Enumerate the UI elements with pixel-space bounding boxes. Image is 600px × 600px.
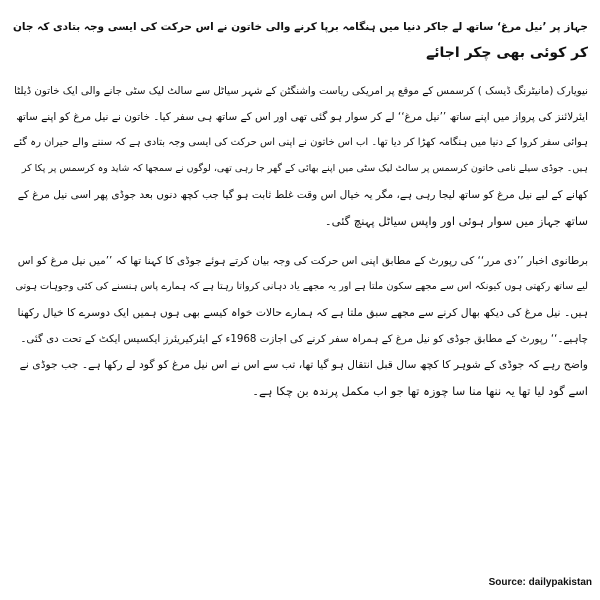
paragraph-line: ہیں۔ نیل مرغ کی دیکھ بھال کرنے سے مجھے سبق ملتا ہے کہ ہمارے حالات خواہ کیسے بھی ہوں ہمیں ایک دوسرے کا خیال رکھنا [17, 306, 588, 319]
paragraph-line: واضح رہے کہ جوڈی کے شوہر کا کچھ سال قبل انتقال ہو گیا تھا، تب سے اس نے اس نیل مرغ کو گود لے رکھا ہے۔ جب جوڈی نے [19, 358, 588, 371]
headline-line: جہاز پر ’نیل مرغ‘ ساتھ لے جاکر دنیا میں ہنگامہ برپا کرنے والی خاتون نے اس حرکت کی ایسی وجہ بتادی کہ جان [12, 21, 588, 33]
paragraph-line: برطانوی اخبار ’’دی مرر‘‘ کی رپورٹ کے مطابق اپنی اس حرکت کی وجہ بیان کرتے ہوئے جوڈی کا کہنا تھا کہ ’’میں نیل مرغ کو اس [17, 255, 588, 267]
article-headline [10, 14, 590, 66]
paragraph-line: اسے گود لیا تھا یہ ننھا منا سا چوزہ تھا جو اب مکمل پرندہ بن چکا ہے۔ [252, 384, 588, 398]
paragraph-line: ایئرلائنز کی پرواز میں اپنے ساتھ ’’نیل مرغ‘‘ لے کر سوار ہو گئی تھی اور اس کے ساتھ ہی سفر کیا۔ خاتون نے نیل مرغ کو اپنے ساتھ [16, 111, 588, 123]
paragraph-line: نیویارک (مانیٹرنگ ڈیسک ) کرسمس کے موقع پر امریکی ریاست واشنگٹن کے شہر سیاٹل سے سالٹ لیک سٹی جانے والی ایک خاتون ڈیلٹا [14, 85, 588, 97]
paragraph-line: ہوائی سفر کروا کے دنیا میں ہنگامہ کھڑا کر دیا تھا۔ اب اس خاتون نے اپنی اس حرکت کی ایسی وجہ بتادی ہے کہ سننے والے حیران رہ گئے [13, 137, 588, 148]
paragraph-line: چاہیے۔‘‘ رپورٹ کے مطابق جوڈی کو نیل مرغ کے ہمراہ سفر کرنے کی اجازت 1968ء کے ایئرکیریئرز ایکسیس ایکٹ کے تحت دی گئی۔ [20, 333, 588, 345]
article [10, 0, 590, 600]
paragraph-line: ہیں۔ جوڈی سیلے نامی خاتون کرسمس پر سالٹ لیک سٹی میں اپنے بھائی کے گھر جا رہی تھی، لوگوں نے سمجھا کہ شاید وہ کرسمس پر پکا کر [21, 163, 588, 174]
headline-line: کر کوئی بھی چکر اجائے [426, 45, 588, 61]
article-paragraph [10, 78, 590, 234]
paragraph-line: ساتھ جہاز میں سوار ہوئی اور واپس سیاٹل پہنچ گئی۔ [324, 214, 588, 228]
source-credit: Source: dailypakistan [488, 577, 592, 588]
paragraph-line: لیے ساتھ رکھتی ہوں کیونکہ اس سے مجھے سکون ملتا ہے اور یہ مجھے یاد دہانی کرواتا رہتا ہے کہ ہمارے پاس ہنسنے کی کئی وجوہات ہوتی [15, 281, 588, 292]
paragraph-line: کھانے کے لیے نیل مرغ کو ساتھ لیجا رہی ہے، مگر یہ خیال اس وقت غلط ثابت ہو گیا جب کچھ دنوں بعد جوڈی پھر اسی نیل مرغ کے [17, 189, 588, 201]
article-paragraph [10, 248, 590, 404]
